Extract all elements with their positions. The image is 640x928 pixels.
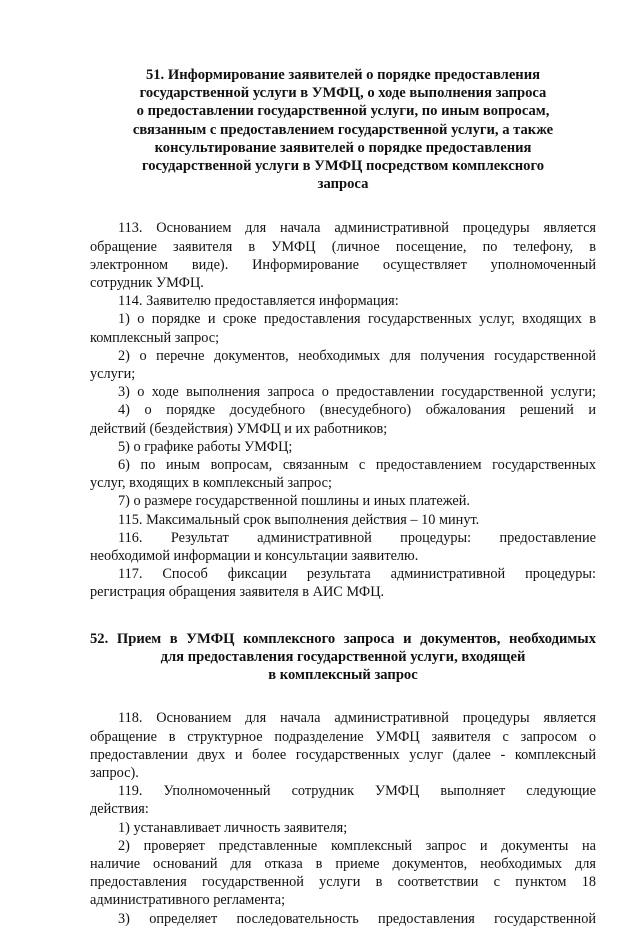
text-line: обращение заявителя в УМФЦ (личное посещение, по телефону, в: [90, 238, 596, 255]
text-line: запрос).: [90, 764, 139, 781]
text-line: предоставления государственной услуги в соответствии с пунктом 18: [90, 874, 596, 891]
section-52-heading: [90, 630, 596, 685]
section-51-heading: [90, 66, 596, 193]
text-line: 7) о размере государственной пошлины и иных платежей.: [118, 493, 470, 510]
text-line: 5) о графике работы УМФЦ;: [118, 438, 293, 455]
paragraph-114: [90, 292, 596, 310]
section-52-body: [90, 709, 596, 927]
list-item-2: [90, 837, 596, 910]
text-line: 113. Основанием для начала административной процедуры является: [118, 220, 596, 237]
text-line: 116. Результат административной процедуры: предоставление: [118, 529, 596, 546]
list-item-1: [90, 819, 596, 837]
text-line: административного регламента;: [90, 892, 286, 909]
paragraph-115: [90, 511, 596, 529]
text-line: 114. Заявителю предоставляется информация:: [118, 293, 399, 310]
text-line: 1) устанавливает личность заявителя;: [118, 819, 348, 836]
heading-line: связанным с предоставлением государственной услуги, а также: [132, 121, 554, 138]
paragraph-116: [90, 529, 596, 565]
paragraph-118: [90, 709, 596, 782]
text-line: действий (бездействия) УМФЦ и их работников;: [90, 420, 388, 437]
text-line: услуги;: [90, 366, 136, 383]
heading-line: для предоставления государственной услуги, входящей: [160, 648, 526, 665]
section-51-body: [90, 219, 596, 601]
heading-line: 52. Прием в УМФЦ комплексного запроса и документов, необходимых: [90, 630, 596, 647]
list-item-3: [90, 383, 596, 401]
text-line: 117. Способ фиксации результата административной процедуры:: [118, 566, 596, 583]
text-line: наличие оснований для отказа в приеме документов, необходимых для: [90, 855, 596, 872]
text-line: действия:: [90, 801, 149, 818]
text-line: 3) о ходе выполнения запроса о предоставлении государственной услуги;: [118, 384, 596, 401]
text-line: 119. Уполномоченный сотрудник УМФЦ выполняет следующие: [118, 783, 596, 800]
heading-line: 51. Информирование заявителей о порядке предоставления: [145, 67, 541, 83]
heading-line: запроса: [317, 176, 369, 193]
text-line: обращение в структурное подразделение УМФЦ заявителя с запросом о: [90, 728, 596, 745]
list-item-3: [90, 910, 596, 928]
text-line: 2) проверяет представленные комплексный запрос и документы на: [118, 837, 596, 854]
text-line: 2) о перечне документов, необходимых для получения государственной: [118, 347, 596, 364]
paragraph-117: [90, 565, 596, 601]
text-line: 6) по иным вопросам, связанным с предоставлением государственных: [118, 457, 596, 474]
text-line: 118. Основанием для начала административной процедуры является: [118, 710, 596, 727]
list-item-7: [90, 492, 596, 510]
heading-line: в комплексный запрос: [268, 667, 418, 684]
text-line: 4) о порядке досудебного (внесудебного) обжалования решений и: [118, 402, 596, 419]
list-item-6: [90, 456, 596, 492]
text-line: регистрация обращения заявителя в АИС МФЦ.: [90, 584, 385, 601]
heading-line: государственной услуги в УМФЦ, о ходе выполнения запроса: [139, 85, 547, 102]
text-line: 115. Максимальный срок выполнения действия – 10 минут.: [118, 511, 480, 528]
text-line: необходимой информации и консультации заявителю.: [90, 548, 419, 565]
heading-line: о предоставлении государственной услуги, по иным вопросам,: [136, 103, 550, 120]
heading-line: государственной услуги в УМФЦ посредством комплексного: [141, 158, 545, 175]
list-item-5: [90, 438, 596, 456]
text-line: комплексный запрос;: [90, 329, 220, 346]
text-line: услуг, входящих в комплексный запрос;: [90, 475, 332, 492]
text-line: предоставлении двух и более государственных услуг (далее - комплексный: [90, 746, 596, 763]
list-item-1: [90, 310, 596, 346]
text-line: сотрудник УМФЦ.: [90, 275, 204, 292]
text-line: 1) о порядке и сроке предоставления государственных услуг, входящих в: [118, 311, 596, 328]
text-line: электронном виде). Информирование осуществляет уполномоченный: [90, 256, 596, 273]
paragraph-119: [90, 782, 596, 818]
heading-line: консультирование заявителей о порядке предоставления: [154, 139, 532, 156]
list-item-2: [90, 347, 596, 383]
document-page: [90, 66, 596, 928]
paragraph-113: [90, 219, 596, 292]
list-item-4: [90, 401, 596, 437]
text-line: 3) определяет последовательность предоставления государственной: [118, 910, 596, 927]
